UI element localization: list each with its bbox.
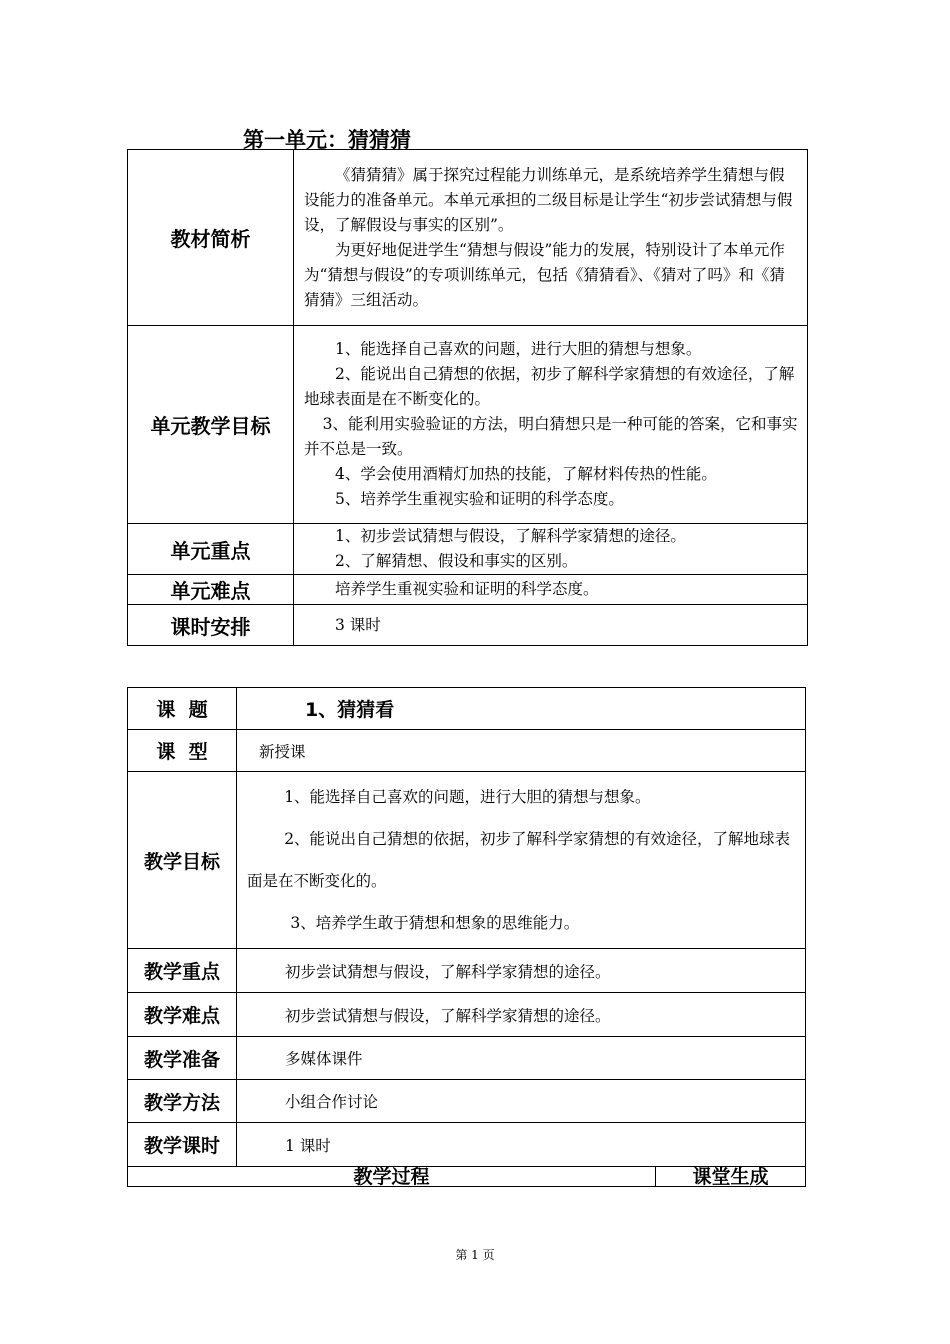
key-label: 教学重点 — [128, 949, 237, 993]
unit-goals-text — [294, 326, 808, 524]
key-value: 初步尝试猜想与假设，了解科学家猜想的途径。 — [237, 949, 806, 993]
row-label-unit-difficulties: 单元难点 — [128, 575, 294, 605]
list-item: 4、学会使用酒精灯加热的技能，了解材料传热的性能。 — [335, 465, 717, 483]
table-row — [128, 575, 808, 605]
table-row — [128, 326, 808, 524]
prep-value: 多媒体课件 — [237, 1037, 806, 1080]
table-row — [128, 1167, 806, 1187]
hours-value: 1 课时 — [237, 1123, 806, 1167]
hours-label: 教学课时 — [128, 1123, 237, 1167]
list-item: 5、培养学生重视实验和证明的科学态度。 — [335, 490, 624, 508]
list-item: 1、初步尝试猜想与假设，了解科学家猜想的途径。 — [335, 527, 686, 545]
paragraph: 为更好地促进学生“猜想与假设”能力的发展，特别设计了本单元作为“猜想与假设”的专项训练单元，包括《猜猜看》、《猜对了吗》和《猜猜猜》三组活动。 — [304, 240, 785, 309]
type-value: 新授课 — [237, 730, 806, 772]
type-label: 课 型 — [128, 730, 237, 772]
process-header: 教学过程 — [128, 1167, 656, 1187]
row-label-schedule: 课时安排 — [128, 605, 294, 646]
table-row — [128, 772, 806, 949]
row-label-unit-goals: 单元教学目标 — [128, 326, 294, 524]
table-row — [128, 993, 806, 1037]
list-item: 1、能选择自己喜欢的问题，进行大胆的猜想与想象。 — [284, 788, 651, 806]
row-label-material-analysis: 教材简析 — [128, 150, 294, 326]
row-label-unit-key-points: 单元重点 — [128, 524, 294, 575]
list-item: 1、能选择自己喜欢的问题，进行大胆的猜想与想象。 — [335, 340, 702, 358]
list-item: 3、培养学生敢于猜想和想象的思维能力。 — [290, 914, 580, 932]
table-row — [128, 730, 806, 772]
unit-overview-table — [127, 149, 808, 646]
list-item: 3、能利用实验验证的方法，明白猜想只是一种可能的答案，它和事实并不总是一致。 — [304, 415, 798, 458]
table-row — [128, 949, 806, 993]
table-row — [128, 1080, 806, 1123]
unit-difficulties-text — [294, 575, 808, 605]
unit-title: 第一单元：猜猜猜 — [243, 128, 411, 152]
material-analysis-text — [294, 150, 808, 326]
goals-label: 教学目标 — [128, 772, 237, 949]
table-row — [128, 605, 808, 646]
method-label: 教学方法 — [128, 1080, 237, 1123]
list-item: 2、能说出自己猜想的依据，初步了解科学家猜想的有效途径，了解地球表面是在不断变化的。 — [247, 830, 791, 890]
unit-key-points-text — [294, 524, 808, 575]
table-row — [128, 688, 806, 730]
list-item: 2、了解猜想、假设和事实的区别。 — [335, 552, 578, 570]
table-row — [128, 1123, 806, 1167]
schedule-text — [294, 605, 808, 646]
difficulty-label: 教学难点 — [128, 993, 237, 1037]
page-number: 第 1 页 — [455, 1248, 495, 1262]
cell-text: 培养学生重视实验和证明的科学态度。 — [335, 580, 599, 598]
paragraph: 《猜猜猜》属于探究过程能力训练单元，是系统培养学生猜想与假设能力的准备单元。本单元承担的二级目标是让学生“初步尝试猜想与假设，了解假设与事实的区别”。 — [304, 165, 793, 234]
lesson-title: 1、猜猜看 — [237, 688, 806, 730]
difficulty-value: 初步尝试猜想与假设，了解科学家猜想的途径。 — [237, 993, 806, 1037]
method-value: 小组合作讨论 — [237, 1080, 806, 1123]
table-row — [128, 524, 808, 575]
table-row — [128, 1037, 806, 1080]
cell-text: 3 课时 — [335, 615, 381, 634]
lesson-goals — [237, 772, 806, 949]
table-row — [128, 150, 808, 326]
generation-header: 课堂生成 — [656, 1167, 806, 1187]
lesson-plan-table — [127, 687, 806, 1187]
prep-label: 教学准备 — [128, 1037, 237, 1080]
list-item: 2、能说出自己猜想的依据，初步了解科学家猜想的有效途径，了解地球表面是在不断变化的。 — [304, 365, 795, 408]
topic-label: 课 题 — [128, 688, 237, 730]
